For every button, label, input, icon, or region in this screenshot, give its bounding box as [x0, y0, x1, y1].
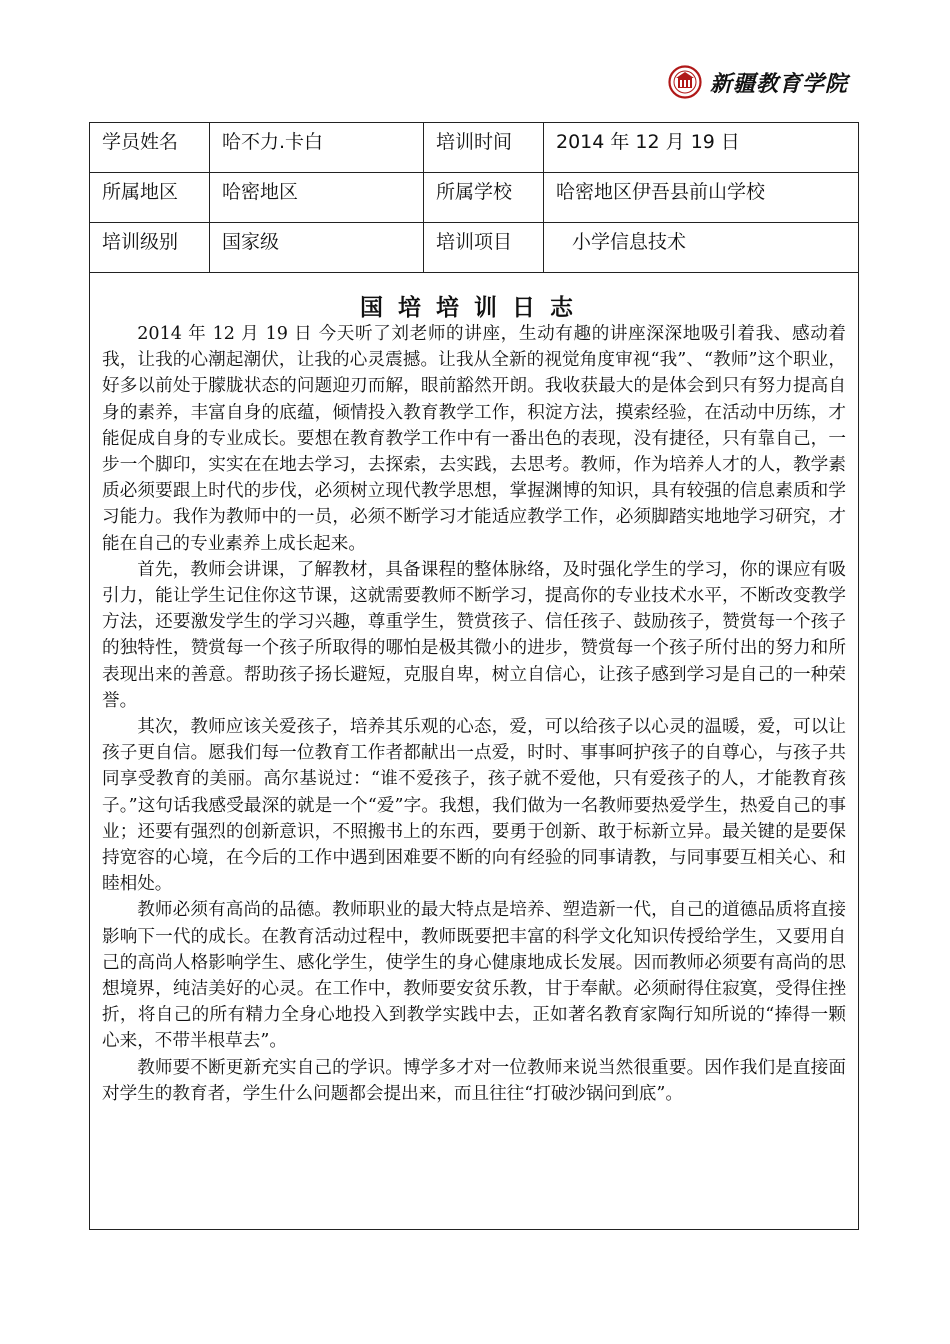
- value-training-level: 国家级: [210, 223, 424, 272]
- page-header: [668, 62, 908, 102]
- info-row-trainee: [90, 123, 858, 173]
- value-training-date: 2014 年 12 月 19 日: [556, 131, 740, 153]
- info-row-level: [90, 223, 858, 273]
- label-school: 所属学校: [424, 173, 544, 222]
- journal-paragraph: 2014 年 12 月 19 日 今天听了刘老师的讲座，生动有趣的讲座深深地吸引着我、感动着我，让我的心潮起潮伏，让我的心灵震撼。让我从全新的视觉角度审视“我”、“教师”这个职业，好多以前处于朦胧状态的问题迎刃而解，眼前豁然开朗。我收获最大的是体会到只有努力提高自身的素养，丰富自身的底蕴，倾情投入教育教学工作，积淀方法，摸索经验，在活动中历练，才能促成自身的专业成长。要想在教育教学工作中有一番出色的表现，没有捷径，只有靠自己，一步一个脚印，实实在在地去学习，去探索，去实践，去思考。教师，作为培养人才的人，教学素质必须要跟上时代的步伐，必须树立现代教学思想，掌握渊博的知识，具有较强的信息素质和学习能力。我作为教师中的一员，必须不断学习才能适应教学工作，必须脚踏实地地学习研究，才能在自己的专业素养上成长起来。: [102, 324, 846, 554]
- journal-paragraph: 其次，教师应该关爱孩子，培养其乐观的心态，爱，可以给孩子以心灵的温暖，爱，可以让孩子更自信。愿我们每一位教育工作者都献出一点爱，时时、事事呵护孩子的自尊心，与孩子共同享受教育的美丽。高尔基说过：“谁不爱孩子，孩子就不爱他，只有爱孩子的人，才能教育孩子。”这句话我感受最深的就是一个“爱”字。我想，我们做为一名教师要热爱学生，热爱自己的事业；还要有强烈的创新意识，不照搬书上的东西，要勇于创新、敢于标新立异。最关键的是要保持宽容的心境，在今后的工作中遇到困难要不断的向有经验的同事请教，与同事要互相关心、和睦相处。: [102, 717, 846, 895]
- journal-body: [102, 321, 846, 1107]
- school-name: 新疆教育学院: [710, 70, 849, 97]
- label-trainee-name: 学员姓名: [90, 123, 210, 172]
- journal-paragraph: 教师必须有高尚的品德。教师职业的最大特点是培养、塑造新一代，自己的道德品质将直接影响下一代的成长。在教育活动过程中，教师既要把丰富的科学文化知识传授给学生，又要用自己的高尚人格影响学生、感化学生，使学生的身心健康地成长发展。因而教师必须要有高尚的思想境界，纯洁美好的心灵。在工作中，教师要安贫乐教，甘于奉献。必须耐得住寂寞，受得住挫折，将自己的所有精力全身心地投入到教学实践中去，正如著名教育家陶行知所说的“捧得一颗心来，不带半根草去”。: [102, 900, 846, 1052]
- label-training-level: 培训级别: [90, 223, 210, 272]
- value-trainee-name: 哈不力.卡白: [210, 123, 424, 172]
- value-region: 哈密地区: [210, 173, 424, 222]
- label-training-project: 培训项目: [424, 223, 544, 272]
- journal-paragraph: 首先，教师会讲课，了解教材，具备课程的整体脉络，及时强化学生的学习，你的课应有吸引力，能让学生记住你这节课，这就需要教师不断学习，提高你的专业技术水平，不断改变教学方法，还要激发学生的学习兴趣，尊重学生，赞赏孩子、信任孩子、鼓励孩子，赞赏每一个孩子的独特性，赞赏每一个孩子所取得的哪怕是极其微小的进步，赞赏每一个孩子所付出的努力和所表现出来的善意。帮助孩子扬长避短，克服自卑，树立自信心，让孩子感到学习是自己的一种荣誉。: [102, 559, 846, 711]
- value-school: 哈密地区伊吾县前山学校: [556, 181, 766, 203]
- info-row-region: [90, 173, 858, 223]
- journal-title: 国培培训日志: [360, 295, 588, 321]
- school-emblem-icon: [668, 65, 702, 99]
- journal-paragraph: 教师要不断更新充实自己的学识。博学多才对一位教师来说当然很重要。因作我们是直接面对学生的教育者，学生什么问题都会提出来，而且往往“打破沙锅问到底”。: [102, 1057, 846, 1104]
- label-training-date: 培训时间: [424, 123, 544, 172]
- journal-section: [90, 273, 858, 1231]
- label-region: 所属地区: [90, 173, 210, 222]
- training-log-sheet: [89, 122, 859, 1230]
- value-training-project: 小学信息技术: [572, 231, 687, 253]
